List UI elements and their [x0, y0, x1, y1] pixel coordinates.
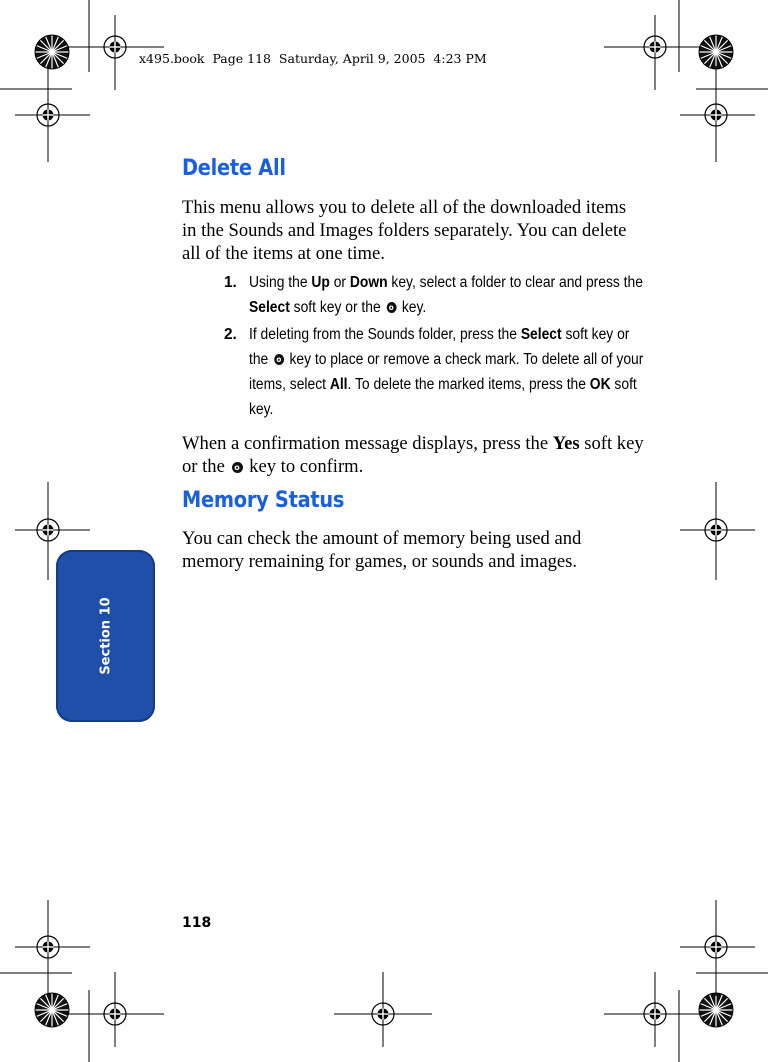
- registration-mark-icon: [32, 931, 64, 963]
- registration-mark-icon: [32, 99, 64, 131]
- registration-mark-icon: [367, 998, 399, 1030]
- color-wheel-icon: [35, 993, 69, 1027]
- registration-mark-icon: [639, 31, 671, 63]
- section-heading-delete-all: Delete All: [182, 156, 286, 181]
- section-tab-label: Section 10: [98, 597, 113, 675]
- color-wheel-icon: [699, 35, 733, 69]
- ok-key-icon: o: [274, 354, 284, 365]
- delete-all-intro: This menu allows you to delete all of the downloaded items in the Sounds and Images folders separately. You can delete all of the items at one time.: [182, 197, 627, 264]
- color-wheel-icon: [699, 993, 733, 1027]
- section-tab: [56, 550, 155, 722]
- ok-key-icon: o: [232, 462, 243, 473]
- step-text: Using the Up or Down key, select a folder to clear and press the Select soft key or the o key.: [249, 274, 643, 316]
- ok-key-icon: o: [386, 302, 396, 313]
- print-header-note: x495.book Page 118 Saturday, April 9, 2005 4:23 PM: [139, 51, 487, 66]
- memory-status-body: You can check the amount of memory being used and memory remaining for games, or sounds and images.: [182, 528, 582, 572]
- registration-mark-icon: [99, 998, 131, 1030]
- section-heading-memory-status: Memory Status: [182, 488, 345, 513]
- step-number: 2.: [224, 326, 237, 343]
- registration-mark-icon: [32, 514, 64, 546]
- registration-mark-icon: [639, 998, 671, 1030]
- registration-mark-icon: [700, 931, 732, 963]
- registration-mark-icon: [700, 514, 732, 546]
- page-number: 118: [182, 915, 212, 931]
- step-number: 1.: [224, 274, 237, 291]
- registration-mark-icon: [99, 31, 131, 63]
- step-text: If deleting from the Sounds folder, press the Select soft key or the o key to place or remove a check mark. To delete all of your items, select All. To delete the marked items, press the OK soft key.: [249, 326, 644, 418]
- registration-mark-icon: [700, 99, 732, 131]
- color-wheel-icon: [35, 35, 69, 69]
- confirm-instruction: When a confirmation message displays, press the Yes soft key or the o key to confirm.: [182, 433, 644, 477]
